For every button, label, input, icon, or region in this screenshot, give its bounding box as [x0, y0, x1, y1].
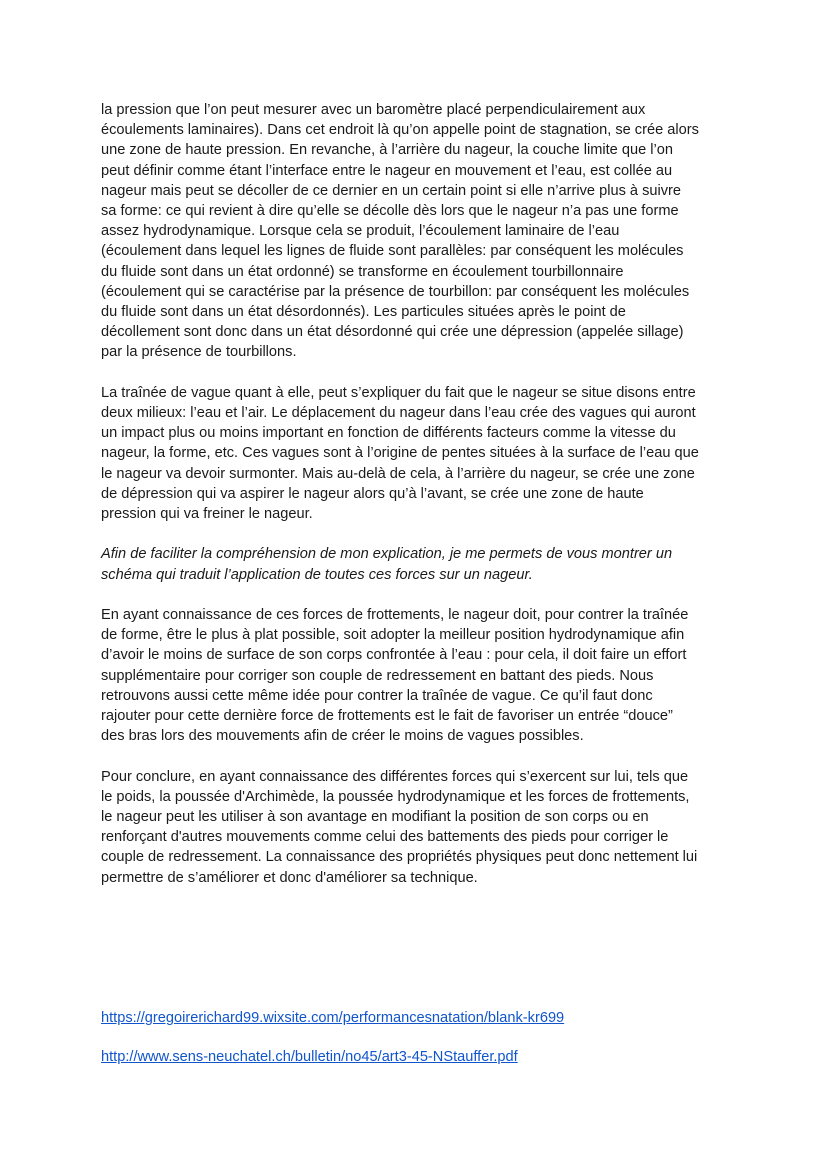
text-line: de dépression qui va aspirer le nageur alors qu’à l’avant, se crée une zone de haute — [101, 485, 644, 502]
text-line: (écoulement dans lequel les lignes de fluide sont parallèles: par conséquent les molécules — [101, 243, 684, 260]
text-line: d’avoir le moins de surface de son corps confrontée à l’eau : pour cela, il doit faire un effort — [101, 647, 687, 664]
text-line: une zone de haute pression. En revanche, à l’arrière du nageur, la couche limite que l’on — [101, 142, 673, 159]
paragraph-countering-drag — [101, 605, 741, 746]
text-line: du fluide sont dans un état désordonnés). Les particules situées après le point de — [101, 304, 626, 321]
text-line: de forme, être le plus à plat possible, soit adopter la meilleur position hydrodynamique afin — [101, 627, 685, 644]
document-body — [101, 100, 741, 908]
text-line: la pression que l’on peut mesurer avec un baromètre placé perpendiculairement aux — [101, 102, 646, 118]
reference-link-wixsite[interactable]: https://gregoirerichard99.wixsite.com/performancesnatation/blank-kr699 — [101, 1010, 565, 1026]
reference-link-sens-neuchatel[interactable]: http://www.sens-neuchatel.ch/bulletin/no45/art3-45-NStauffer.pdf — [101, 1049, 518, 1065]
text-line: par la présence de tourbillons. — [101, 344, 297, 361]
text-line: nageur, la forme, etc. Ces vagues sont à l’origine de pentes situées à la surface de l’eau que — [101, 445, 699, 462]
text-line: schéma qui traduit l’application de toutes ces forces sur un nageur. — [101, 566, 533, 583]
text-line: le poids, la poussée d'Archimède, la poussée hydrodynamique et les forces de frottements, — [101, 788, 690, 805]
text-line: écoulements laminaires). Dans cet endroit là qu’on appelle point de stagnation, se crée alors — [101, 122, 699, 139]
text-line: pression qui va freiner le nageur. — [101, 506, 313, 523]
text-line: renforçant d'autres mouvements comme celui des battements des pieds pour corriger le — [101, 829, 669, 846]
text-line: (écoulement qui se caractérise par la présence de tourbillon: par conséquent les molécules — [101, 283, 690, 300]
text-line: permettre de s’améliorer et donc d'améliorer sa technique. — [101, 869, 478, 886]
text-line: décollement sont donc dans un état désordonné qui crée une dépression (appelée sillage) — [101, 324, 684, 341]
text-line: sa forme: ce qui revient à dire qu’elle se décolle dès lors que le nageur n’a pas une forme — [101, 203, 679, 220]
text-line: le nageur va devoir surmonter. Mais au-delà de cela, à l’arrière du nageur, se crée une zone — [101, 465, 695, 482]
paragraph-conclusion — [101, 767, 741, 888]
text-line: supplémentaire pour corriger son couple de redressement en battant des pieds. Nous — [101, 667, 654, 684]
paragraph-boundary-layer — [101, 100, 741, 363]
text-line: le nageur peut les utiliser à son avantage en modifiant la position de son corps ou en — [101, 809, 649, 826]
text-line: rajouter pour cette dernière force de frottements est le fait de favoriser un entrée “douce” — [101, 708, 673, 725]
text-line: Pour conclure, en ayant connaissance des différentes forces qui s’exercent sur lui, tels que — [101, 768, 689, 785]
text-line: un impact plus ou moins important en fonction de différents facteurs comme la vitesse du — [101, 425, 676, 442]
text-line: des bras lors des mouvements afin de créer le moins de vagues possibles. — [101, 728, 584, 745]
text-line: La traînée de vague quant à elle, peut s’expliquer du fait que le nageur se situe disons entre — [101, 384, 696, 401]
text-line: En ayant connaissance de ces forces de frottements, le nageur doit, pour contrer la traînée — [101, 607, 689, 624]
text-line: assez hydrodynamique. Lorsque cela se produit, l’écoulement laminaire de l’eau — [101, 223, 620, 240]
text-line: Afin de faciliter la compréhension de mon explication, je me permets de vous montrer un — [101, 546, 673, 563]
text-line: nageur mais peut se décoller de ce dernier en un certain point si elle n’arrive plus à suivre — [101, 182, 682, 199]
text-line: deux milieux: l’eau et l’air. Le déplacement du nageur dans l’eau crée des vagues qui auront — [101, 405, 696, 422]
text-line: couple de redressement. La connaissance des propriétés physiques peut donc nettement lui — [101, 849, 698, 866]
text-line: du fluide sont dans un état ordonné) se transforme en écoulement tourbillonnaire — [101, 263, 624, 280]
text-line: peut définir comme étant l’interface entre le nageur en mouvement et l’eau, est collée au — [101, 162, 673, 179]
references-links — [101, 1008, 564, 1067]
paragraph-diagram-intro — [101, 544, 741, 584]
text-line: retrouvons aussi cette même idée pour contrer la traînée de vague. Ce qu’il faut donc — [101, 687, 653, 704]
paragraph-wave-drag — [101, 383, 741, 524]
